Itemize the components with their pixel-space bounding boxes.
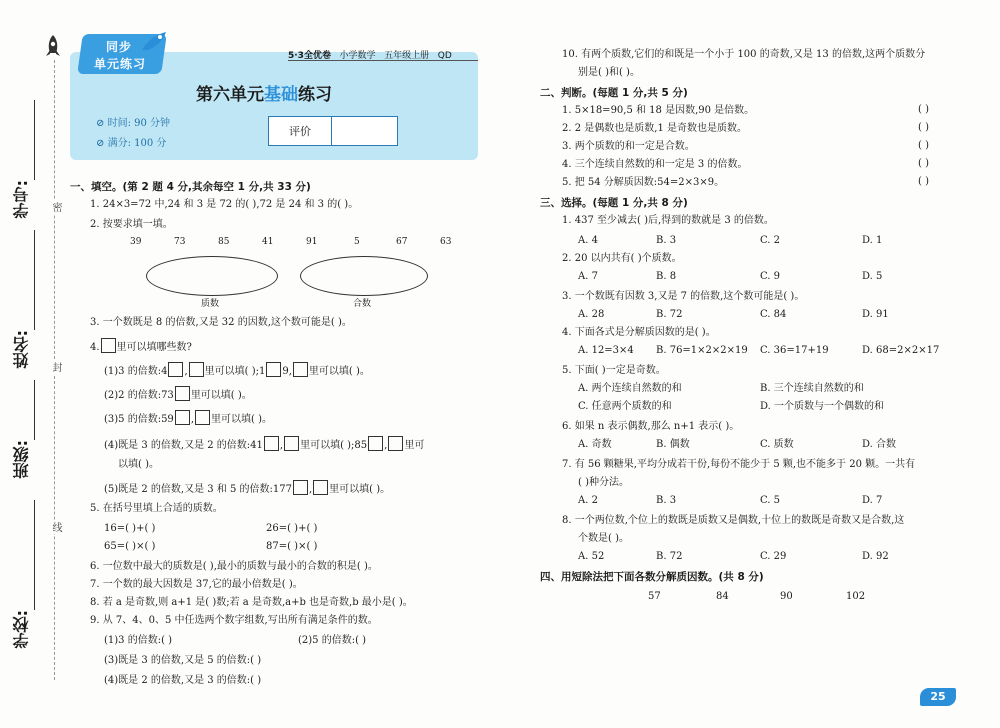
q7: 7. 一个数的最大因数是 37,它的最小倍数是( )。 (90, 579, 303, 590)
q4-5-box-a[interactable] (293, 480, 308, 495)
choice-3-opt-d[interactable]: D. 91 (862, 309, 889, 320)
evaluation-box (268, 116, 398, 146)
q4-1: (1)3 的倍数:4 , 里可以填( );1 9, 里可以填( )。 (104, 362, 370, 379)
q4-2: (2)2 的倍数:73 里可以填( )。 (104, 386, 252, 403)
prime-set-ellipse[interactable] (146, 256, 278, 296)
judge-4: 4. 三个连续自然数的和一定是 3 的倍数。 (562, 159, 748, 170)
choice-4-opt-d[interactable]: D. 68=2×2×17 (862, 345, 940, 356)
q9-1: (1)3 的倍数:( ) (104, 635, 173, 646)
seal-mi: 密 (50, 202, 61, 212)
choice-8-line1: 8. 一个两位数,个位上的数既是质数又是偶数,十位上的数既是奇数又是合数,这 (562, 515, 905, 526)
choice-8-line2: 个数是( )。 (578, 533, 629, 544)
choice-1: 1. 437 至少减去( )后,得到的数就是 3 的倍数。 (562, 215, 774, 226)
choice-1-opt-a[interactable]: A. 4 (578, 235, 598, 246)
judge-2-answer[interactable]: ( ) (918, 122, 929, 133)
choice-3: 3. 一个数既有因数 3,又是 7 的倍数,这个数可能是( )。 (562, 291, 805, 302)
q4-2-box[interactable] (175, 386, 190, 401)
q2-num-8: 63 (440, 237, 452, 247)
q2-num-6: 5 (354, 237, 360, 247)
judge-5-answer[interactable]: ( ) (918, 176, 929, 187)
q4-4-cont: 以填( )。 (118, 459, 159, 470)
choice-1-opt-b[interactable]: B. 3 (656, 235, 677, 246)
label-name: 姓名: (12, 330, 31, 369)
label-school: 学校: (12, 610, 31, 649)
q2-num-5: 91 (306, 237, 318, 247)
choice-5-opt-c[interactable]: C. 任意两个质数的和 (578, 401, 672, 412)
blank-school (34, 500, 35, 610)
rocket-icon (44, 34, 62, 60)
grade: 五年级上册 (384, 51, 430, 61)
choice-8-opt-d[interactable]: D. 92 (862, 551, 889, 562)
q1: 1. 24×3=72 中,24 和 3 是 72 的( ),72 是 24 和 3 的( )。 (90, 199, 359, 210)
q4-1-box-d[interactable] (293, 362, 308, 377)
score-info: ⊘ 满分: 100 分 (96, 138, 167, 149)
division-num-3: 90 (780, 591, 793, 602)
q5-d: 87=( )×( ) (266, 541, 318, 552)
q4-1-box-b[interactable] (189, 362, 204, 377)
choice-2-opt-b[interactable]: B. 8 (656, 271, 677, 282)
label-class: 班级: (12, 440, 31, 479)
q4-4-box-d[interactable] (388, 436, 403, 451)
q3: 3. 一个数既是 8 的倍数,又是 32 的因数,这个数可能是( )。 (90, 317, 352, 328)
judge-1-answer[interactable]: ( ) (918, 104, 929, 115)
q4-4-box-c[interactable] (368, 436, 383, 451)
q9-3: (3)既是 3 的倍数,又是 5 的倍数:( ) (104, 655, 262, 666)
q4-3-box-b[interactable] (195, 410, 210, 425)
mini-rocket-icon (140, 30, 170, 52)
choice-3-opt-b[interactable]: B. 72 (656, 309, 683, 320)
q4-4-box-b[interactable] (284, 436, 299, 451)
choice-6: 6. 如果 n 表示偶数,那么 n+1 表示( )。 (562, 421, 740, 432)
judge-1: 1. 5×18=90,5 和 18 是因数,90 是倍数。 (562, 105, 755, 116)
judge-3: 3. 两个质数的和一定是合数。 (562, 141, 695, 152)
section-choice: 三、选择。(每题 1 分,共 8 分) (540, 197, 688, 209)
choice-2: 2. 20 以内共有( )个质数。 (562, 253, 682, 264)
q2-num-4: 41 (262, 237, 274, 247)
clock-icon: ⊘ (96, 118, 105, 129)
choice-2-opt-a[interactable]: A. 7 (578, 271, 598, 282)
choice-5: 5. 下面( )一定是奇数。 (562, 365, 666, 376)
judge-4-answer[interactable]: ( ) (918, 158, 929, 169)
blank-name (34, 230, 35, 330)
choice-2-opt-c[interactable]: C. 9 (760, 271, 781, 282)
choice-7-line2: ( )种分法。 (578, 477, 629, 488)
q4-5-box-b[interactable] (313, 480, 328, 495)
q8: 8. 若 a 是奇数,则 a+1 是( )数;若 a 是奇数,a+b 也是奇数,b 最小是( )。 (90, 597, 413, 608)
choice-8-opt-b[interactable]: B. 72 (656, 551, 683, 562)
choice-7-opt-c[interactable]: C. 5 (760, 495, 781, 506)
division-num-2: 84 (716, 591, 729, 602)
q9-4: (4)既是 2 的倍数,又是 3 的倍数:( ) (104, 675, 262, 686)
choice-6-opt-a[interactable]: A. 奇数 (578, 439, 612, 450)
q4-5: (5)既是 2 的倍数,又是 3 和 5 的倍数:177 , 里可以填( )。 (104, 480, 390, 497)
prime-set-label: 质数 (201, 299, 220, 309)
section-fill-blank: 一、填空。(第 2 题 4 分,其余每空 1 分,共 33 分) (70, 181, 311, 193)
choice-7-line1: 7. 有 56 颗糖果,平均分成若干份,每份不能少于 5 颗,也不能多于 20 颗。一共有 (562, 459, 916, 470)
q9: 9. 从 7、4、0、5 中任选两个数字组数,写出所有满足条件的数。 (90, 615, 378, 626)
q2-num-2: 73 (174, 237, 186, 247)
page-title: 第六单元基础练习 (196, 85, 332, 105)
q10-line1: 10. 有两个质数,它们的和既是一个小于 100 的奇数,又是 13 的倍数,这两个质数分 (562, 49, 926, 60)
binding-strip (0, 0, 60, 728)
evaluation-blank[interactable] (332, 117, 397, 145)
q10-line2: 别是( )和( )。 (578, 67, 640, 78)
q4-1-box-c[interactable] (266, 362, 281, 377)
page-number: 25 (920, 688, 956, 706)
choice-4-opt-c[interactable]: C. 36=17+19 (760, 345, 829, 356)
blank-student-id (34, 100, 35, 180)
q2-num-1: 39 (130, 237, 142, 247)
series-name: 5·3全优卷 (288, 51, 331, 61)
choice-7-opt-a[interactable]: A. 2 (578, 495, 598, 506)
q4-4-box-a[interactable] (264, 436, 279, 451)
q5-c: 65=( )×( ) (104, 541, 156, 552)
choice-5-opt-a[interactable]: A. 两个连续自然数的和 (578, 383, 682, 394)
choice-2-opt-d[interactable]: D. 5 (862, 271, 883, 282)
seal-xian: 线 (50, 522, 61, 532)
evaluation-label: 评价 (269, 117, 332, 145)
q5-a: 16=( )+( ) (104, 523, 156, 534)
choice-6-opt-b[interactable]: B. 偶数 (656, 439, 690, 450)
choice-6-opt-d[interactable]: D. 合数 (862, 439, 897, 450)
judge-3-answer[interactable]: ( ) (918, 140, 929, 151)
choice-4-opt-a[interactable]: A. 12=3×4 (578, 345, 634, 356)
time-info: ⊘ 时间: 90 分钟 (96, 118, 171, 129)
choice-8-opt-c[interactable]: C. 29 (760, 551, 787, 562)
q4: 4. 里可以填哪些数? (90, 338, 192, 355)
choice-1-opt-c[interactable]: C. 2 (760, 235, 781, 246)
check-icon: ⊘ (96, 138, 105, 149)
q9-2: (2)5 的倍数:( ) (298, 635, 367, 646)
q2: 2. 按要求填一填。 (90, 219, 173, 230)
judge-2: 2. 2 是偶数也是质数,1 是奇数也是质数。 (562, 123, 747, 134)
choice-4: 4. 下面各式是分解质因数的是( )。 (562, 327, 716, 338)
division-num-1: 57 (648, 591, 661, 602)
choice-5-opt-d[interactable]: D. 一个质数与一个偶数的和 (760, 401, 885, 412)
judge-5: 5. 把 54 分解质因数:54=2×3×9。 (562, 177, 725, 188)
blank-class (34, 380, 35, 440)
seal-feng: 封 (50, 362, 61, 372)
section-short-division: 四、用短除法把下面各数分解质因数。(共 8 分) (540, 571, 764, 583)
q4-1-box-a[interactable] (168, 362, 183, 377)
choice-5-opt-b[interactable]: B. 三个连续自然数的和 (760, 383, 864, 394)
q5-b: 26=( )+( ) (266, 523, 318, 534)
q4-4: (4)既是 3 的倍数,又是 2 的倍数:41 , 里可以填( );85 , 里可 (104, 436, 424, 453)
composite-set-label: 合数 (353, 299, 372, 309)
edition: QD (437, 51, 452, 61)
label-student-id: 学号: (12, 180, 31, 219)
choice-8-opt-a[interactable]: A. 52 (578, 551, 605, 562)
unit-badge: 同步 单元练习 (80, 34, 170, 74)
q2-num-7: 67 (396, 237, 408, 247)
section-judge: 二、判断。(每题 1 分,共 5 分) (540, 87, 688, 99)
q4-3-box-a[interactable] (175, 410, 190, 425)
q2-num-3: 85 (218, 237, 230, 247)
box-symbol (101, 338, 116, 353)
choice-1-opt-d[interactable]: D. 1 (862, 235, 883, 246)
q4-3: (3)5 的倍数:59 , 里可以填( )。 (104, 410, 272, 427)
choice-3-opt-a[interactable]: A. 28 (578, 309, 605, 320)
division-num-4: 102 (846, 591, 866, 602)
q5: 5. 在括号里填上合适的质数。 (90, 503, 223, 514)
choice-7-opt-b[interactable]: B. 3 (656, 495, 677, 506)
choice-3-opt-c[interactable]: C. 84 (760, 309, 787, 320)
choice-4-opt-b[interactable]: B. 76=1×2×2×19 (656, 345, 748, 356)
choice-6-opt-c[interactable]: C. 质数 (760, 439, 794, 450)
subject: 小学数学 (339, 51, 376, 61)
choice-7-opt-d[interactable]: D. 7 (862, 495, 883, 506)
composite-set-ellipse[interactable] (300, 256, 428, 296)
q6: 6. 一位数中最大的质数是( ),最小的质数与最小的合数的积是( )。 (90, 561, 378, 572)
